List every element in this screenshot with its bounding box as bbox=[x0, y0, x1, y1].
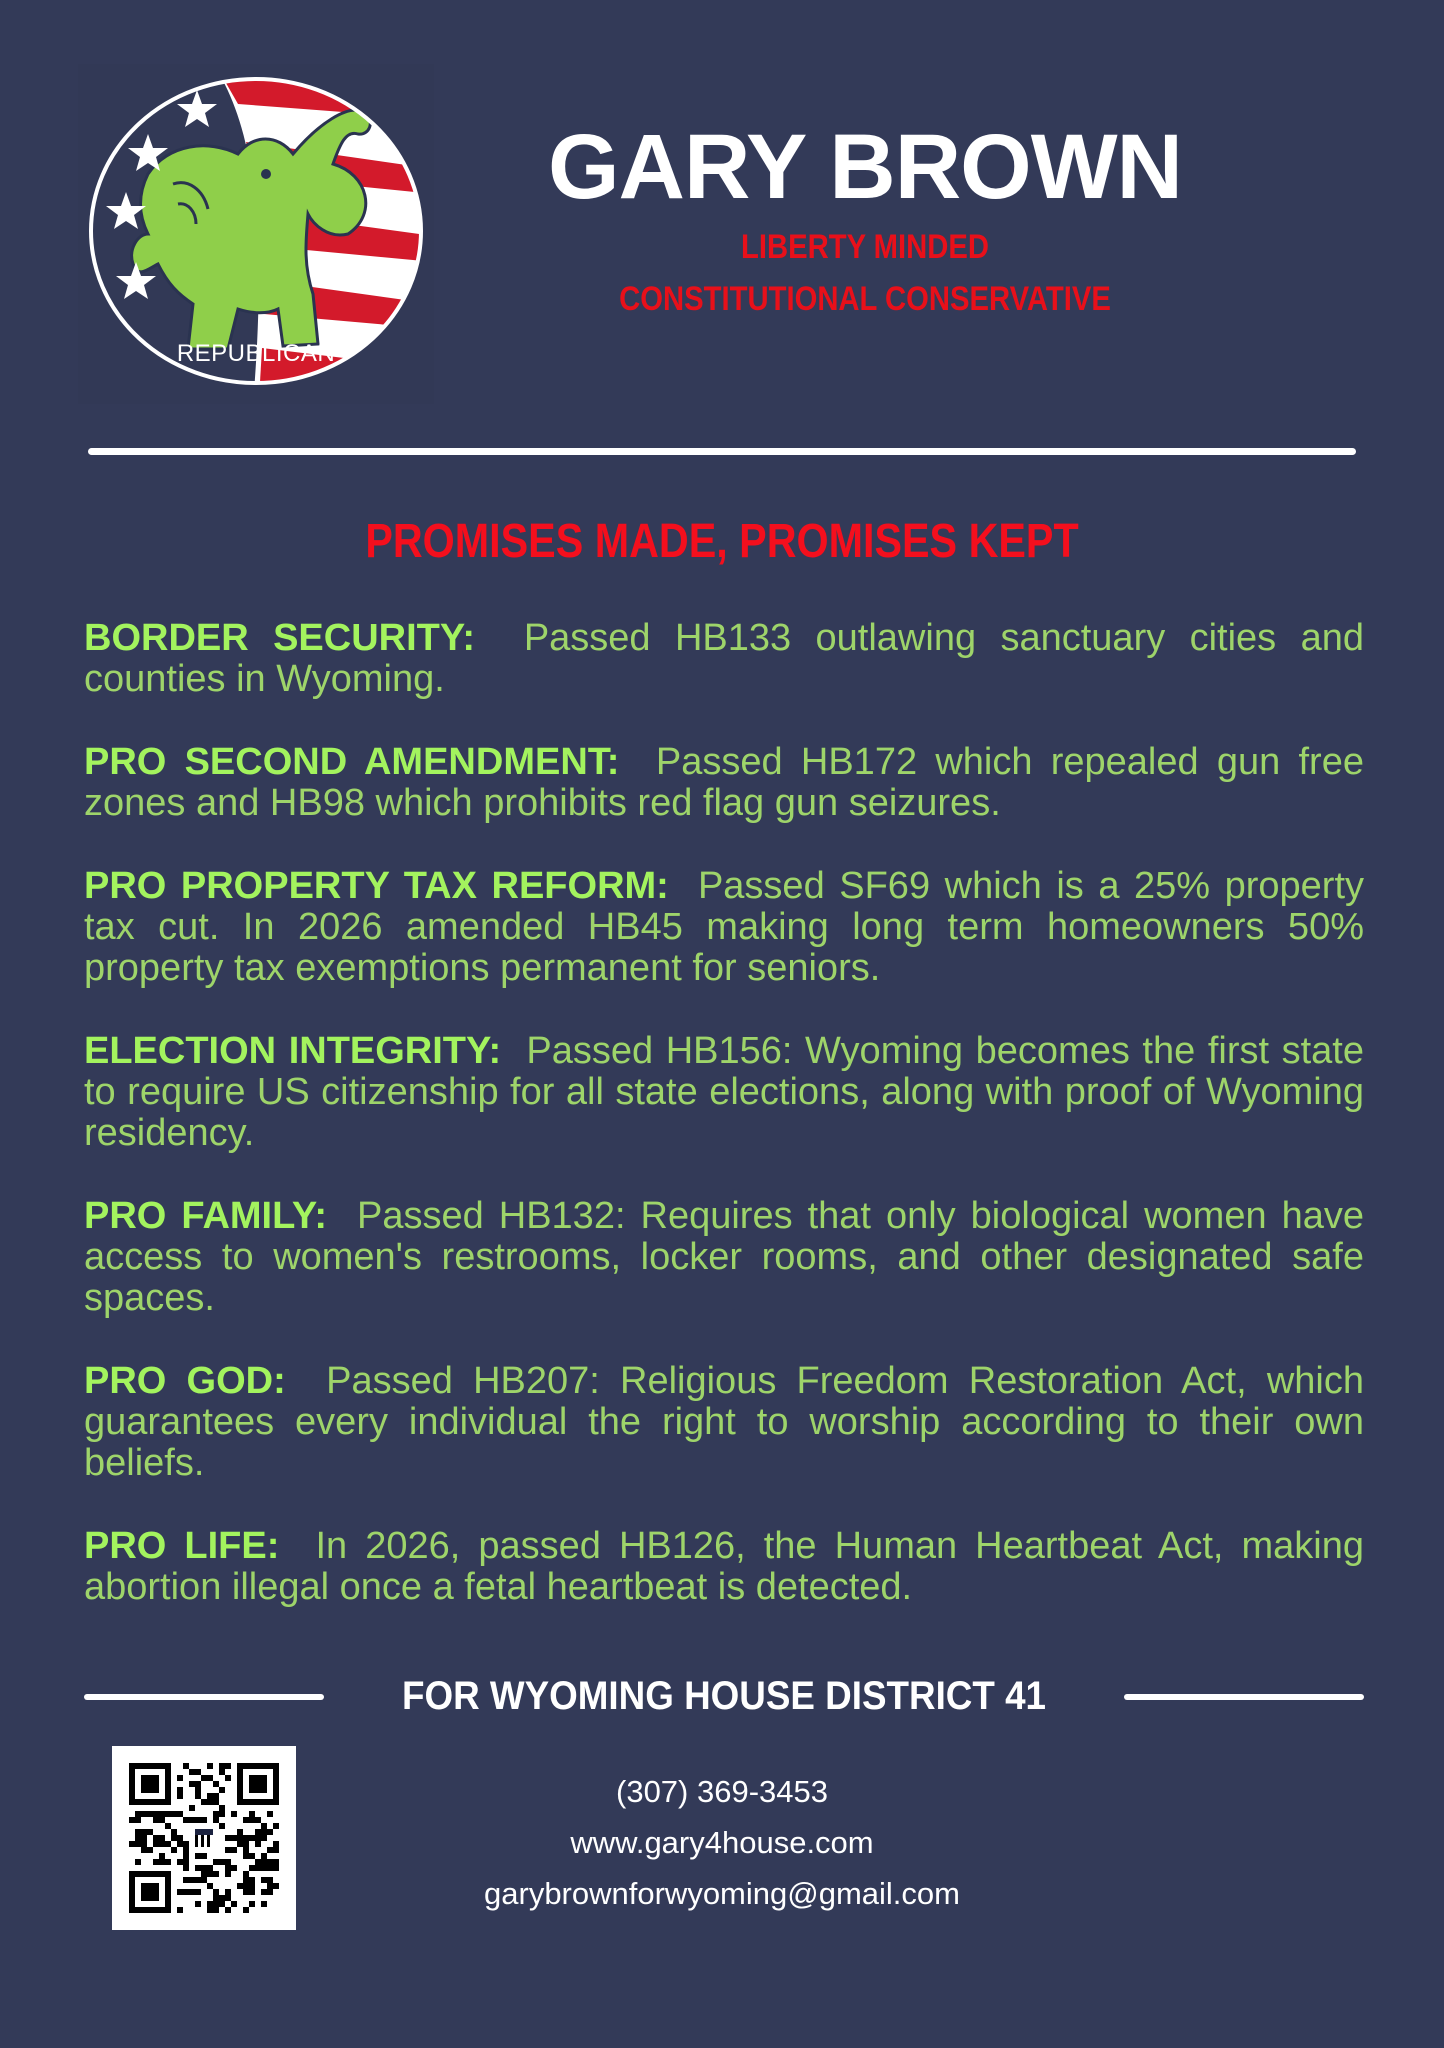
district-text: FOR WYOMING HOUSE DISTRICT 41 bbox=[401, 1674, 1047, 1718]
item-text: Passed HB132: Requires that only biological women have access to women's restrooms, locker rooms, and other designated safe spaces. bbox=[84, 1195, 1364, 1319]
item-label: ELECTION INTEGRITY: bbox=[84, 1030, 502, 1072]
email-link[interactable]: garybrownforwyoming@gmail.com bbox=[484, 1876, 960, 1911]
item-text: Passed HB133 outlawing sanctuary cities and counties in Wyoming. bbox=[84, 617, 1364, 700]
item-label: PRO LIFE: bbox=[84, 1525, 280, 1567]
accomplishment-item bbox=[84, 1526, 1364, 1608]
district-banner bbox=[84, 1668, 1364, 1724]
header-divider bbox=[88, 448, 1356, 455]
divider-right bbox=[1124, 1694, 1364, 1700]
tagline-liberty: LIBERTY MINDED bbox=[740, 228, 990, 266]
item-text: Passed SF69 which is a 25% property tax cut. In 2026 amended HB45 making long term homeowners 50% property tax exemptions permanent for seniors. bbox=[84, 865, 1365, 989]
tagline-conservative: CONSTITUTIONAL CONSERVATIVE bbox=[619, 280, 1111, 318]
phone-number[interactable]: (307) 369-3453 bbox=[616, 1774, 828, 1809]
accomplishment-item bbox=[84, 1196, 1364, 1319]
item-text: Passed HB156: Wyoming becomes the first state to require US citizenship for all state elections, along with proof of Wyoming residency. bbox=[84, 1030, 1364, 1154]
item-label: PRO PROPERTY TAX REFORM: bbox=[84, 865, 669, 907]
republican-logo bbox=[78, 64, 434, 404]
logo-caption: REPUBLICAN bbox=[176, 340, 336, 367]
candidate-name: GARY BROWN bbox=[548, 116, 1182, 218]
website-link[interactable]: www.gary4house.com bbox=[570, 1825, 874, 1860]
item-label: BORDER SECURITY: bbox=[84, 617, 476, 659]
item-text: In 2026, passed HB126, the Human Heartbeat Act, making abortion illegal once a fetal heartbeat is detected. bbox=[84, 1525, 1364, 1608]
accomplishment-item bbox=[84, 742, 1364, 824]
item-text: Passed HB207: Religious Freedom Restoration Act, which guarantees every individual the right to worship according to their own beliefs. bbox=[84, 1360, 1364, 1484]
accomplishment-item bbox=[84, 1361, 1364, 1484]
qr-code-pattern bbox=[129, 1763, 279, 1913]
item-label: PRO SECOND AMENDMENT: bbox=[84, 741, 620, 783]
accomplishments-list bbox=[84, 618, 1364, 1650]
accomplishment-item bbox=[84, 866, 1364, 989]
accomplishment-item bbox=[84, 1031, 1364, 1154]
item-text: Passed HB172 which repealed gun free zones and HB98 which prohibits red flag gun seizures. bbox=[84, 741, 1364, 824]
item-label: PRO GOD: bbox=[84, 1360, 286, 1402]
qr-code-icon[interactable] bbox=[112, 1746, 296, 1930]
accomplishment-item bbox=[84, 618, 1364, 700]
section-heading: PROMISES MADE, PROMISES KEPT bbox=[365, 515, 1079, 568]
divider-left bbox=[84, 1694, 324, 1700]
item-label: PRO FAMILY: bbox=[84, 1195, 328, 1237]
